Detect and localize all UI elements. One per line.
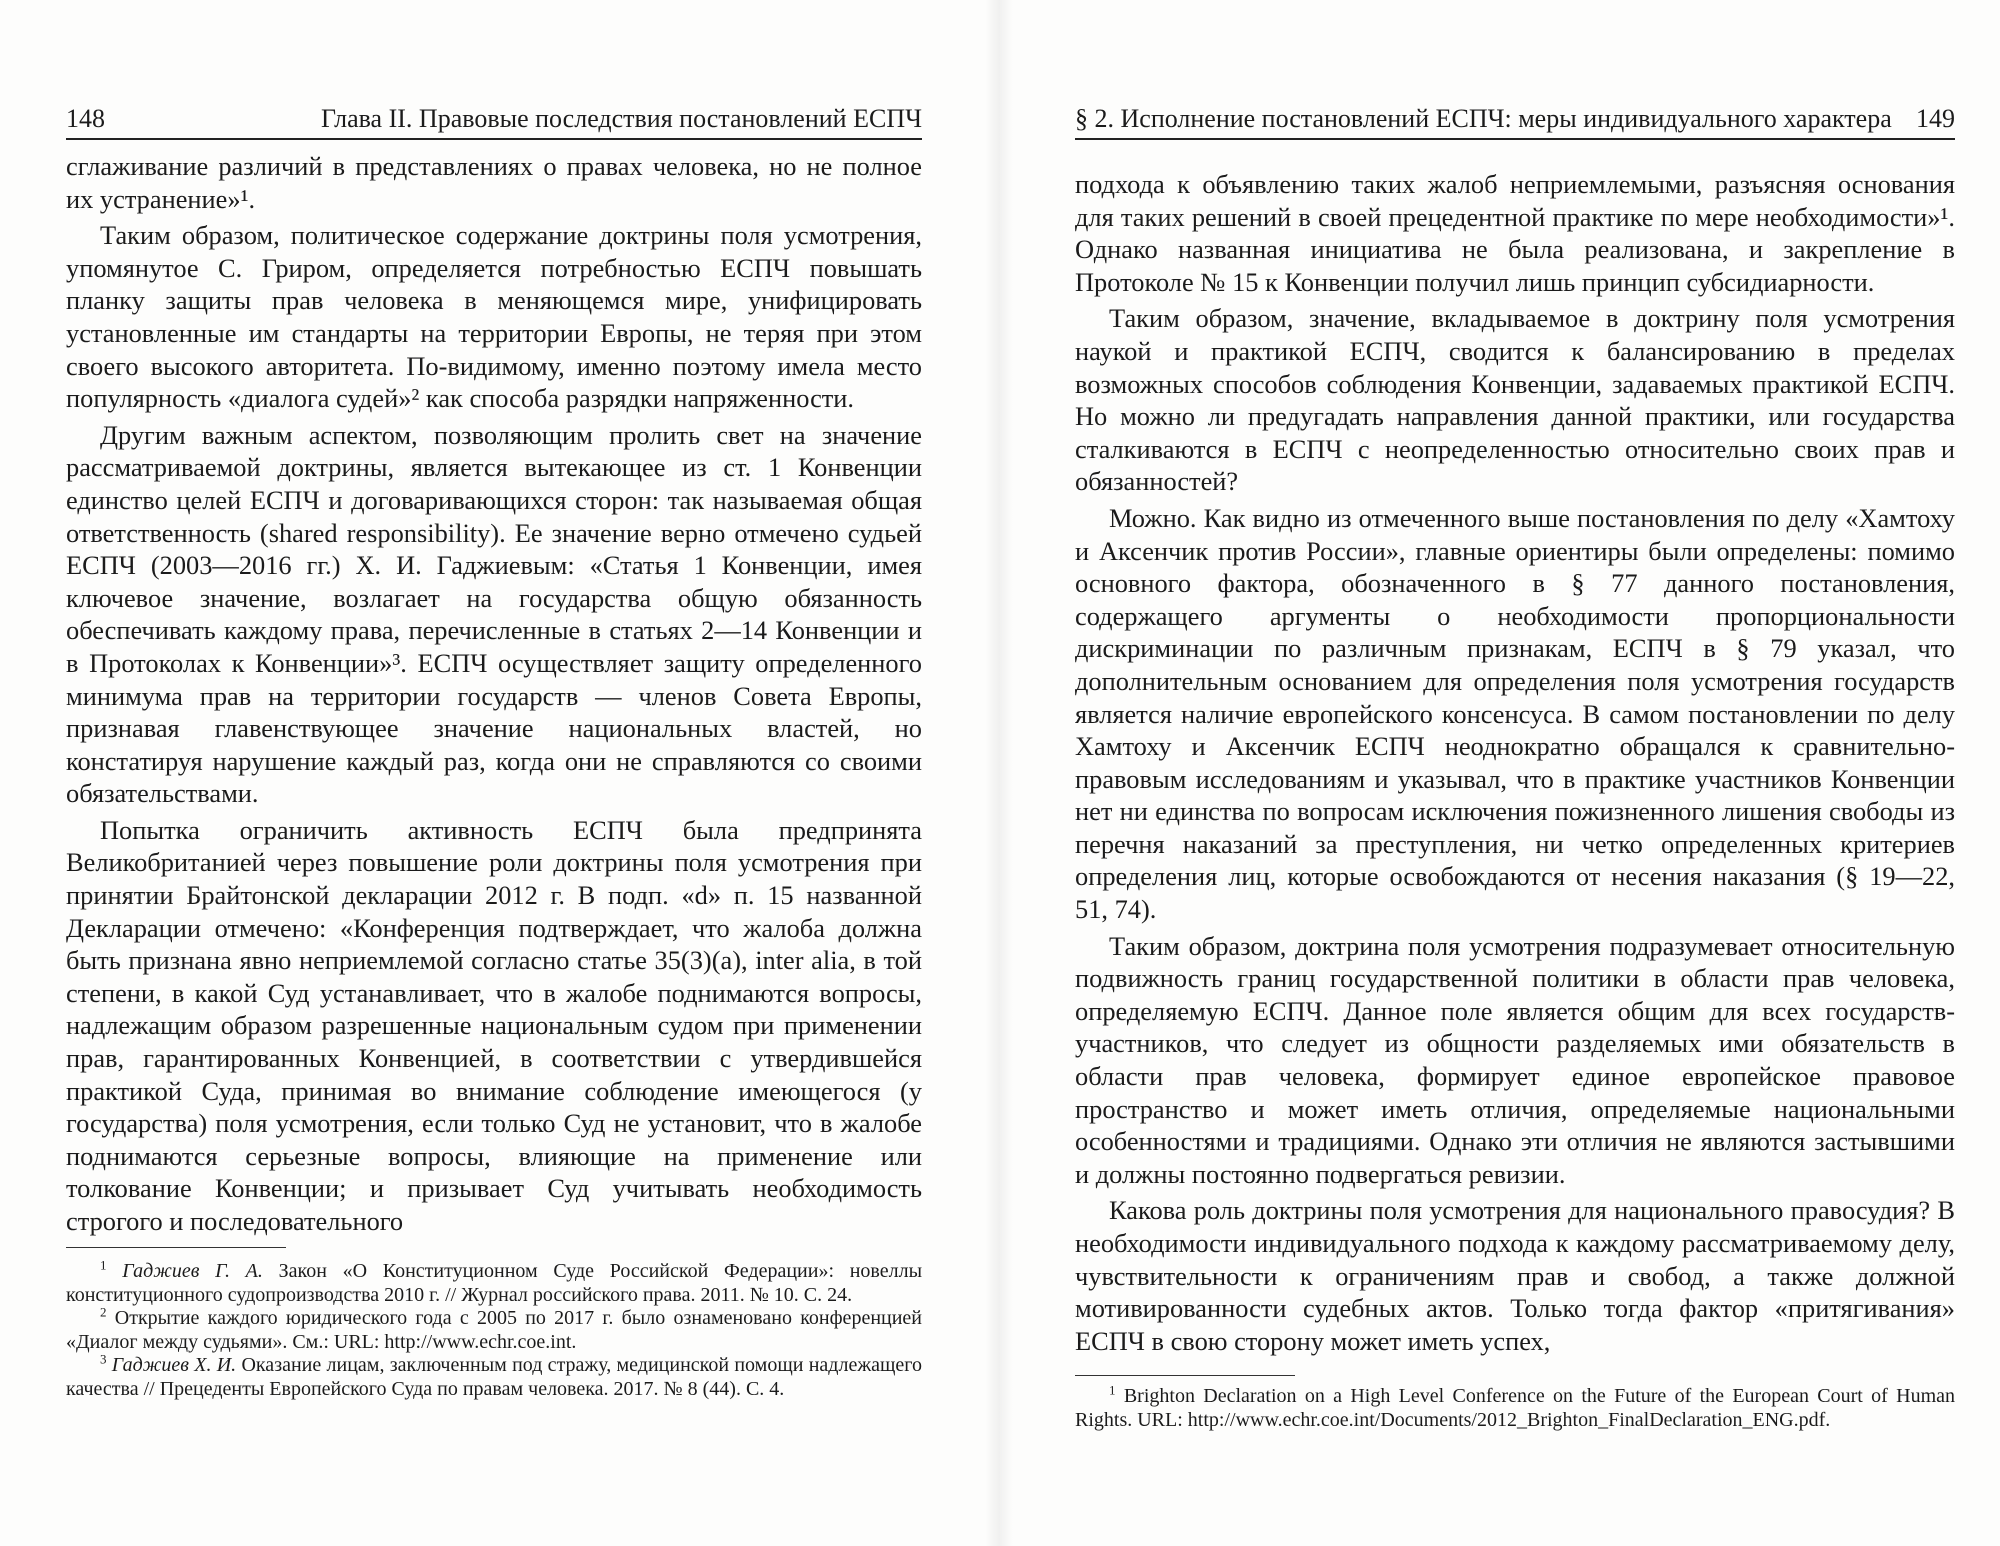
footnote: $^3$ Гаджиев Х. И. Оказание лицам, заключенным под стражу, медицинской помощи надлежащего качества // Прецеденты Европейского Суда по правам человека. 2017. № 8 (44). С. 4. [66,1351,922,1400]
left-page-header [66,100,922,140]
right-page-header [1075,100,1955,140]
left-page-number: 148 [66,104,105,133]
book-gutter-shadow [985,0,1013,1546]
footnote-rule [66,1247,286,1248]
paragraph: Какова роль доктрины поля усмотрения для национального правосудия? В необходимости индивидуального подхода к каждому рассматриваемому делу, чувствительности к ограничениям прав и свобод, а также должной мотивированности судебных актов. Только тогда фактор «притягивания» ЕСПЧ в свою сторону может иметь успех, [1075,1195,1955,1356]
left-body-text [66,150,922,1242]
paragraph: Можно. Как видно из отмеченного выше постановления по делу «Хамтоху и Аксенчик против России», главные ориентиры были определены: помимо основного фактора, обозначенного в § 77 данного постановления, содержащего аргументы о необходимости пропорциональности дискриминации по различным признакам, ЕСПЧ в § 79 указал, что дополнительным основанием для определения поля усмотрения государств является наличие европейского консенсуса. В самом постановлении по делу Хамтоху и Аксенчик ЕСПЧ неоднократно обращался к сравнительно-правовым исследованиям и указывал, что в практике участников Конвенции нет ни единства по вопросам исключения пожизненного лишения свободы из перечня наказаний за преступления, ни четко определенных критериев определения лиц, которые освобождаются от несения наказания (§ 19—22, 51, 74). [1075,502,1955,925]
footnote: $^1$ Гаджиев Г. А. Закон «О Конституционном Суде Российской Федерации»: новеллы конституционного судопроизводства 2010 г. // Журнал российского права. 2011. № 10. С. 24. [66,1257,923,1306]
paragraph: Попытка ограничить активность ЕСПЧ была предпринята Великобританией через повышение роли доктрины поля усмотрения при принятии Брайтонской декларации 2012 г. В подп. «d» п. 15 названной Декларации отмечено: «Конференция подтверждает, что жалоба должна быть признана явно неприемлемой согласно статье 35(3)(a), inter alia, в той степени, в какой Суд устанавливает, что в жалобе поднимаются вопросы, надлежащим образом разрешенные национальным судом при применении прав, гарантированных Конвенцией, в соответствии с утвердившейся практикой Суда, принимая во внимание соблюдение имеющегося (у государства) поля усмотрения, если только Суд не установит, что в жалобе поднимаются серьезные вопросы, влияющие на применение или толкование Конвенции; и призывает Суд учитывать необходимость строгого и последовательного [66,814,922,1236]
left-footnotes [66,1257,923,1401]
right-running-head: § 2. Исполнение постановлений ЕСПЧ: меры индивидуального характера [1075,104,1892,133]
footnote-rule [1075,1375,1295,1376]
paragraph: Таким образом, политическое содержание доктрины поля усмотрения, упомянутое С. Гриром, определяется потребностью ЕСПЧ повышать планку защиты прав человека в меняющемся мире, унифицировать установленные им стандарты на территории Европы, не теряя при этом своего высокого авторитета. По-видимому, именно поэтому имела место популярность «диалога судей»² как способа разрядки напряженности. [66,220,922,414]
left-running-head: Глава II. Правовые последствия постановлений ЕСПЧ [321,104,922,133]
paragraph: Другим важным аспектом, позволяющим пролить свет на значение рассматриваемой доктрины, является вытекающее из ст. 1 Конвенции единство целей ЕСПЧ и договаривающихся сторон: так называемая общая ответственность (shared responsibility). Ее значение верно отмечено судьей ЕСПЧ (2003—2016 гг.) Х. И. Гаджиевым: «Статья 1 Конвенции, имея ключевое значение, возлагает на государства общую обязанность обеспечивать каждому права, перечисленные в статьях 2—14 Конвенции и в Протоколах к Конвенции»³. ЕСПЧ осуществляет защиту определенного минимума прав на территории государств — членов Совета Европы, признавая главенствующее значение национальных властей, но констатируя нарушение каждый раз, когда они не справляются со своими обязательствами. [66,419,922,809]
paragraph: сглаживание различий в представлениях о правах человека, но не полное их устранение»¹. [66,151,922,214]
paragraph: Таким образом, значение, вкладываемое в доктрину поля усмотрения наукой и практикой ЕСПЧ, сводится к балансированию в пределах возможных способов соблюдения Конвенции, задаваемых практикой ЕСПЧ. Но можно ли предугадать направления данной практики, или государства сталкиваются в ЕСПЧ с неопределенностью относительно своих прав и обязанностей? [1075,303,1955,497]
paragraph: подхода к объявлению таких жалоб неприемлемыми, разъясняя основания для таких решений в своей прецедентной практике по мере необходимости»¹. Однако названная инициатива не была реализована, и закрепление в Протоколе № 15 к Конвенции получил лишь принцип субсидиарности. [1075,169,1955,297]
right-body-text [1075,168,1955,1361]
footnote: $^1$ Brighton Declaration on a High Level Conference on the Future of the European Court of Human Rights. URL: http://www.echr.coe.int/Documents/2012_Brighton_FinalDeclaration_ENG.pdf. [1075,1382,1956,1431]
right-page-number: 149 [1916,104,1955,133]
right-footnotes [1075,1382,1956,1432]
paragraph: Таким образом, доктрина поля усмотрения подразумевает относительную подвижность границ государственной политики в области прав человека, определяемую ЕСПЧ. Данное поле является общим для всех государств-участников, что следует из общности разделяемых ими обязательств в области прав человека, формирует единое европейское правовое пространство и может иметь отличия, определяемые национальными особенностями и традициями. Однако эти отличия не являются застывшими и должны постоянно подвергаться ревизии. [1075,930,1955,1189]
footnote: $^2$ Открытие каждого юридического года с 2005 по 2017 г. было ознаменовано конференцией «Диалог между судьями». См.: URL: http://www.echr.coe.int. [66,1304,923,1353]
